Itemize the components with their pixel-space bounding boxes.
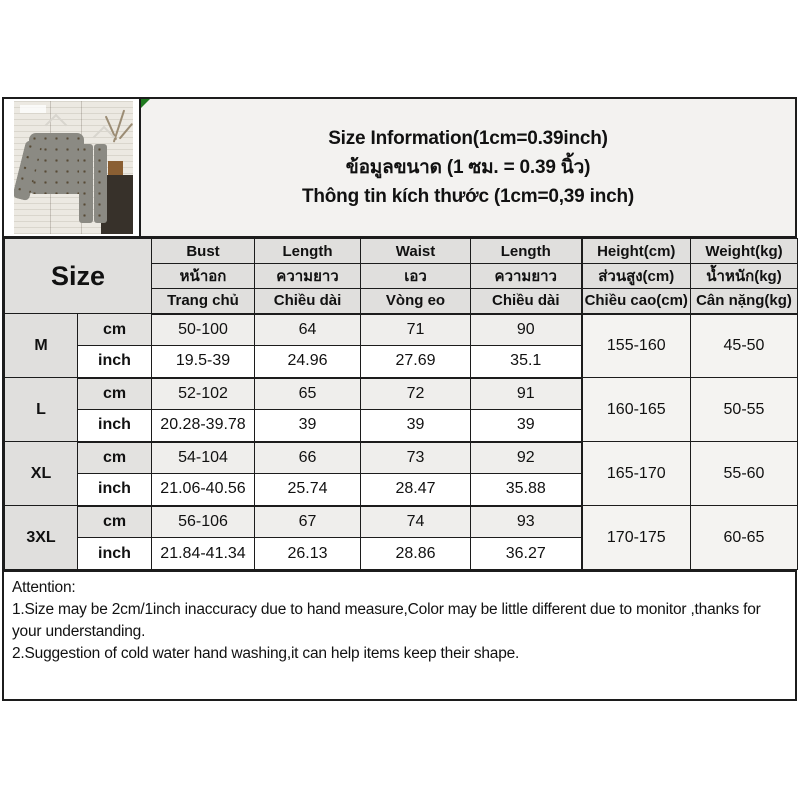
height-cell: 170-175 — [582, 506, 691, 570]
table-cell: 35.88 — [471, 474, 582, 506]
col-header-waist-th: เอว — [361, 264, 471, 289]
table-cell: 71 — [361, 314, 471, 346]
table-cell: 21.84-41.34 — [152, 538, 255, 570]
size-label-3xl: 3XL — [5, 506, 78, 570]
table-cell: 73 — [361, 442, 471, 474]
title-th: ข้อมูลขนาด (1 ซม. = 0.39 นิ้ว) — [345, 157, 591, 178]
col-header-weight-th: น้ำหนัก(kg) — [691, 264, 798, 289]
table-cell: 66 — [255, 442, 361, 474]
unit-cell: inch — [78, 538, 152, 570]
table-cell: 39 — [361, 410, 471, 442]
weight-cell: 50-55 — [691, 378, 798, 442]
table-cell: 93 — [471, 506, 582, 538]
table-cell: 65 — [255, 378, 361, 410]
pajama-pants-leg — [94, 144, 107, 224]
weight-cell: 55-60 — [691, 442, 798, 506]
table-cell: 35.1 — [471, 346, 582, 378]
pajama-pants-leg — [79, 144, 92, 224]
height-cell: 165-170 — [582, 442, 691, 506]
attention-heading: Attention: — [12, 579, 76, 596]
title-en: Size Information(1cm=0.39inch) — [328, 128, 608, 149]
unit-cell: cm — [78, 378, 152, 410]
table-cell: 92 — [471, 442, 582, 474]
unit-cell: cm — [78, 314, 152, 346]
height-cell: 155-160 — [582, 314, 691, 378]
header-row-en — [5, 239, 798, 264]
table-cell: 21.06-40.56 — [152, 474, 255, 506]
unit-cell: cm — [78, 506, 152, 538]
size-header: Size — [5, 239, 152, 314]
col-header-length2: Length — [471, 239, 582, 264]
col-header-waist-vi: Vòng eo — [361, 289, 471, 314]
size-label-l: L — [5, 378, 78, 442]
size-label-m: M — [5, 314, 78, 378]
photo-watermark — [20, 105, 46, 113]
table-cell: 28.47 — [361, 474, 471, 506]
col-header-height-th: ส่วนสูง(cm) — [582, 264, 691, 289]
col-header-bust-th: หน้าอก — [152, 264, 255, 289]
table-cell: 50-100 — [152, 314, 255, 346]
size-chart-sheet — [2, 97, 797, 701]
product-photo-cell — [4, 99, 141, 236]
col-header-length: Length — [255, 239, 361, 264]
col-header-length2-th: ความยาว — [471, 264, 582, 289]
col-header-weight-vi: Cân nặng(kg) — [691, 289, 798, 314]
table-cell: 74 — [361, 506, 471, 538]
table-cell: 90 — [471, 314, 582, 346]
table-cell: 20.28-39.78 — [152, 410, 255, 442]
col-header-length-vi: Chiều dài — [255, 289, 361, 314]
col-header-bust: Bust — [152, 239, 255, 264]
table-cell: 72 — [361, 378, 471, 410]
cell-corner-triangle-icon — [141, 99, 150, 108]
height-cell: 160-165 — [582, 378, 691, 442]
unit-cell: cm — [78, 442, 152, 474]
col-header-height-vi: Chiều cao(cm) — [582, 289, 691, 314]
unit-cell: inch — [78, 474, 152, 506]
col-header-height: Height(cm) — [582, 239, 691, 264]
table-cell: 39 — [471, 410, 582, 442]
table-cell: 25.74 — [255, 474, 361, 506]
unit-cell: inch — [78, 410, 152, 442]
table-cell: 28.86 — [361, 538, 471, 570]
title-vi: Thông tin kích thước (1cm=0,39 inch) — [301, 186, 635, 207]
weight-cell: 60-65 — [691, 506, 798, 570]
col-header-length2-vi: Chiều dài — [471, 289, 582, 314]
table-row — [5, 442, 798, 474]
attention-line-1: 1.Size may be 2cm/1inch inaccuracy due to hand measure,Color may be little different due to monitor ,thanks for your understanding. — [12, 601, 761, 640]
table-cell: 64 — [255, 314, 361, 346]
table-cell: 19.5-39 — [152, 346, 255, 378]
table-cell: 54-104 — [152, 442, 255, 474]
product-photo — [14, 101, 133, 234]
table-cell: 39 — [255, 410, 361, 442]
cabinet-box — [108, 161, 123, 176]
table-cell: 24.96 — [255, 346, 361, 378]
table-cell: 52-102 — [152, 378, 255, 410]
table-cell: 36.27 — [471, 538, 582, 570]
table-cell: 27.69 — [361, 346, 471, 378]
table-cell: 67 — [255, 506, 361, 538]
size-label-xl: XL — [5, 442, 78, 506]
size-table — [4, 238, 798, 570]
col-header-weight: Weight(kg) — [691, 239, 798, 264]
attention-line-2: 2.Suggestion of cold water hand washing,it can help items keep their shape. — [12, 645, 520, 662]
col-header-length-th: ความยาว — [255, 264, 361, 289]
title-cell — [141, 99, 795, 236]
table-row — [5, 314, 798, 346]
attention-note — [4, 570, 795, 699]
header-band — [4, 99, 795, 238]
col-header-bust-vi: Trang chủ — [152, 289, 255, 314]
col-header-waist: Waist — [361, 239, 471, 264]
unit-cell: inch — [78, 346, 152, 378]
weight-cell: 45-50 — [691, 314, 798, 378]
table-row — [5, 378, 798, 410]
table-cell: 26.13 — [255, 538, 361, 570]
table-cell: 56-106 — [152, 506, 255, 538]
table-cell: 91 — [471, 378, 582, 410]
table-row — [5, 506, 798, 538]
